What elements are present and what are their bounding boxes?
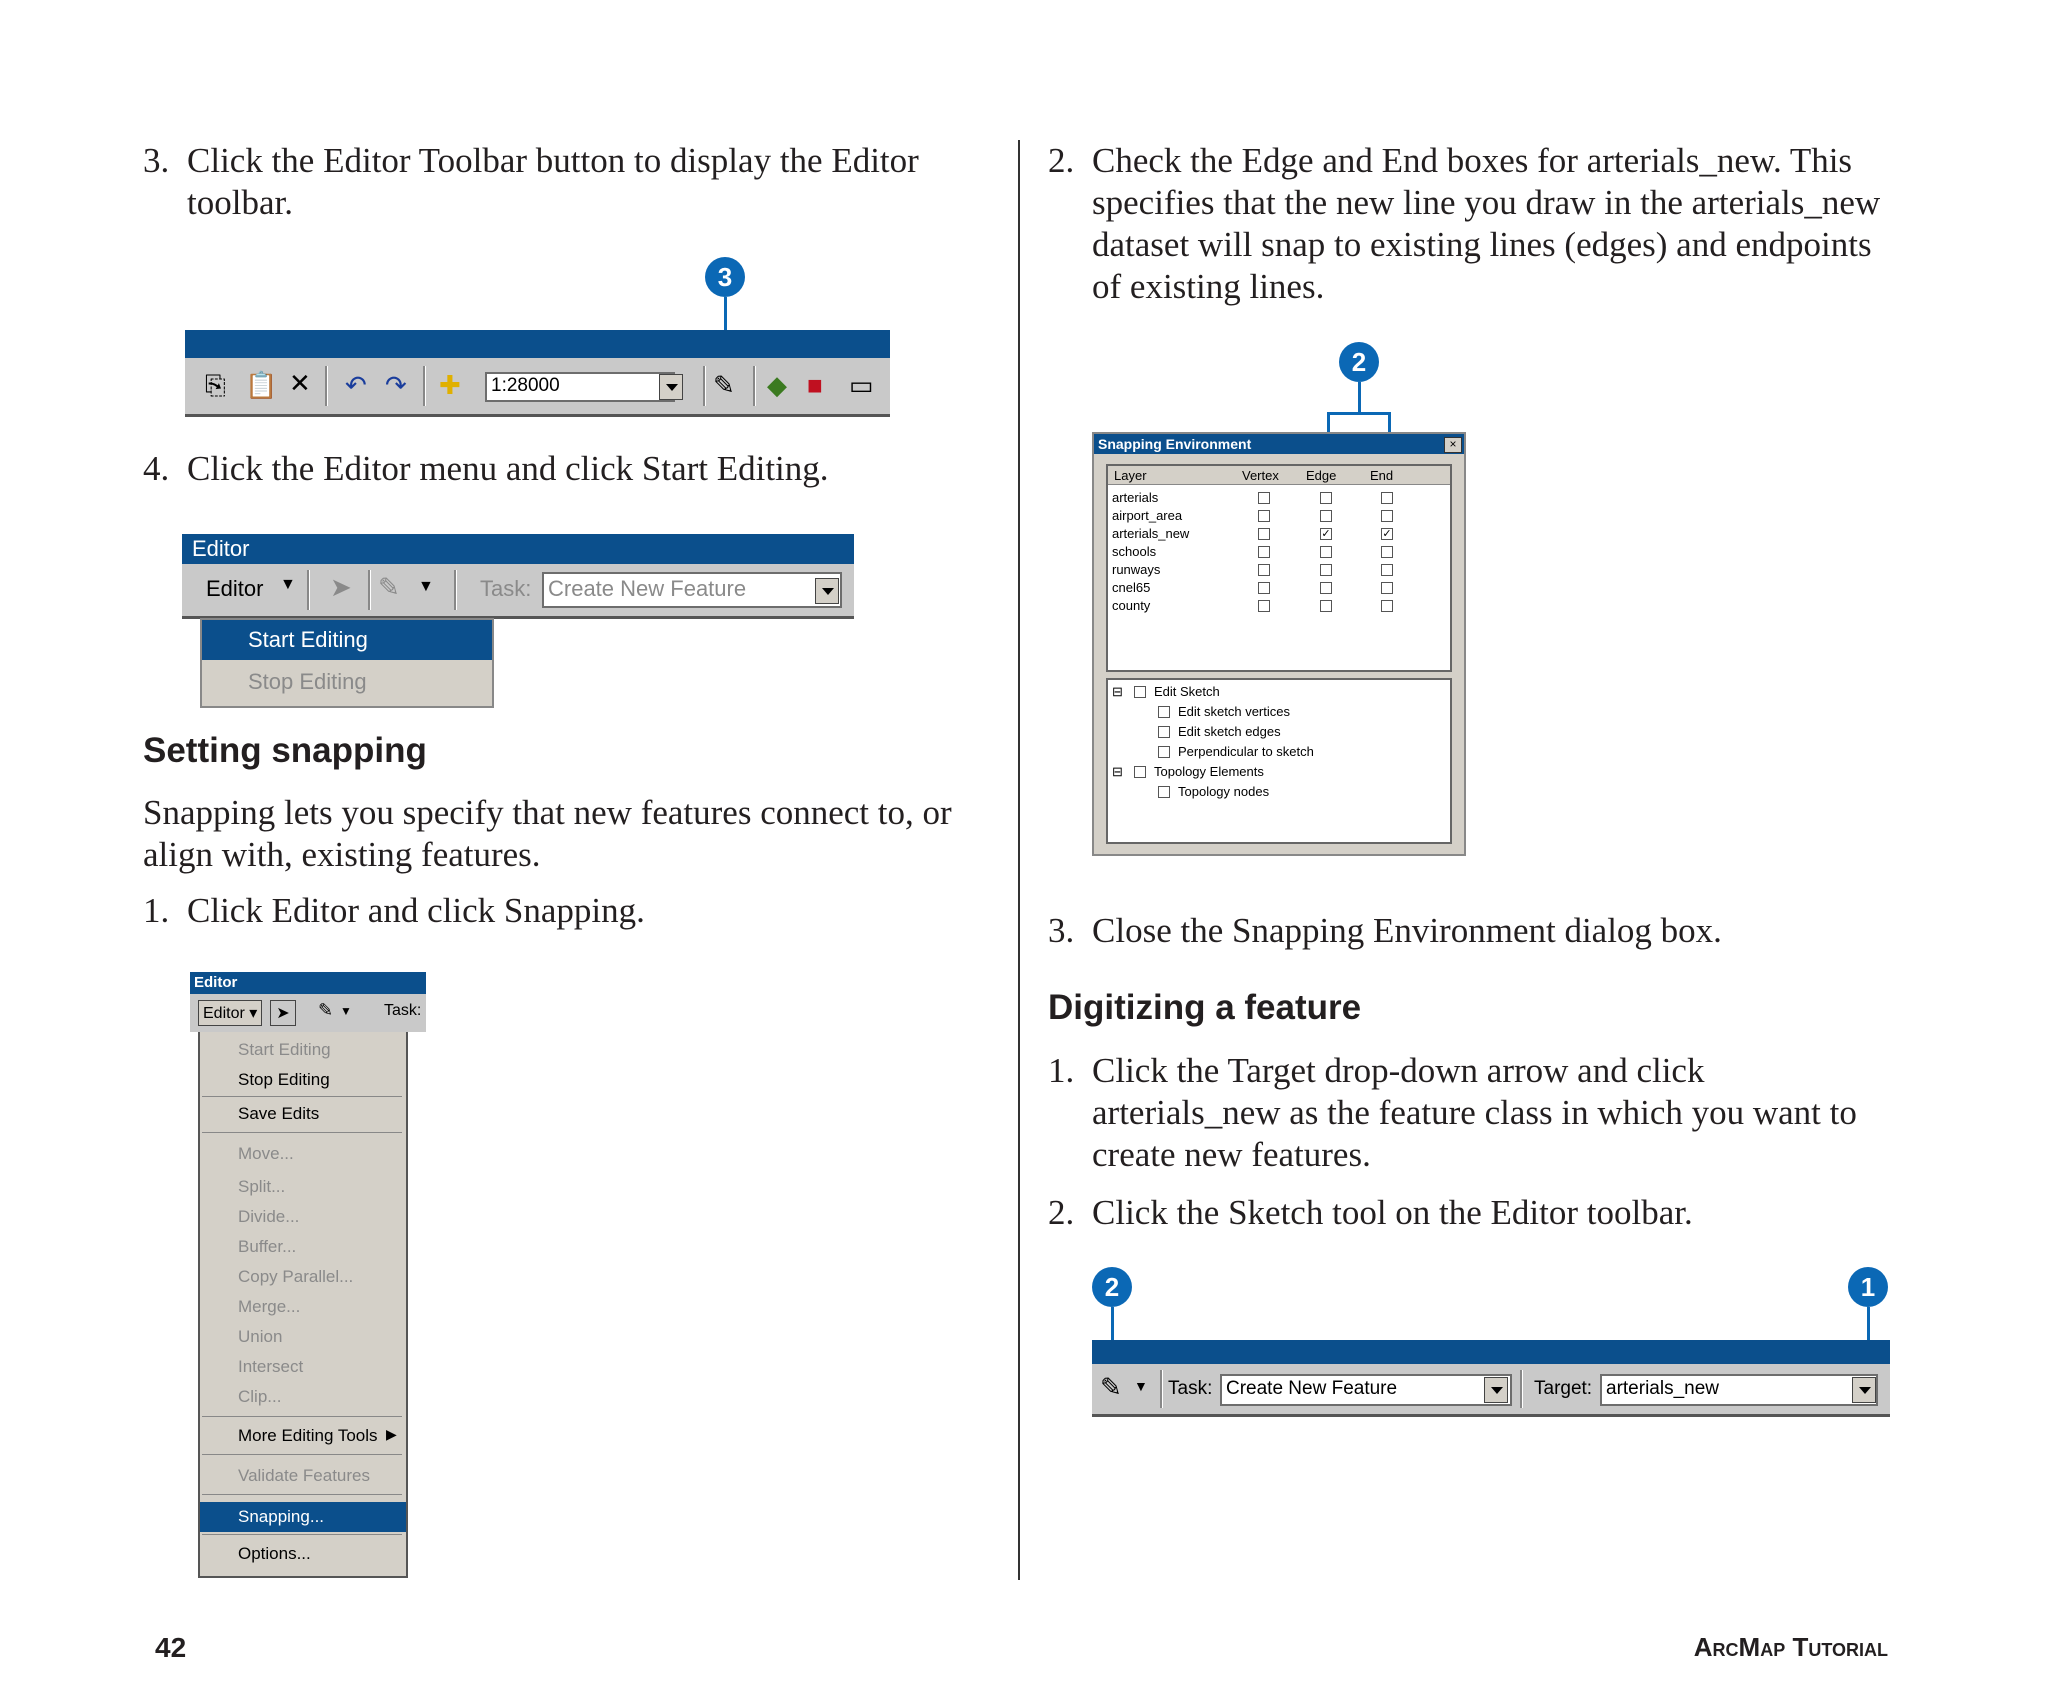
sketch-tool-icon[interactable]: ✎ (318, 1000, 334, 1020)
sketch-arrow-icon[interactable]: ▼ (1134, 1378, 1148, 1394)
layer-county: county (1112, 598, 1151, 613)
target-dropdown-icon[interactable] (1852, 1377, 1876, 1403)
callout-2-sketch: 2 (1092, 1267, 1132, 1307)
task-dropdown-icon[interactable] (815, 578, 839, 604)
end-checkbox-checked[interactable]: ✓ (1382, 528, 1392, 540)
target-label: Target: (1534, 1378, 1593, 1399)
tree-topology-nodes: Topology nodes (1178, 784, 1270, 799)
menu-intersect[interactable]: Intersect (238, 1357, 304, 1376)
footer-brand: ArcMap Tutorial (1693, 1632, 1888, 1662)
layer-cnel65: cnel65 (1112, 580, 1151, 595)
edge-checkbox[interactable] (1320, 582, 1332, 594)
tree-edit-sketch-vertices: Edit sketch vertices (1178, 704, 1290, 719)
vertex-checkbox[interactable] (1258, 492, 1270, 504)
add-data-icon[interactable]: ✚ (439, 370, 461, 400)
editor-toolbar-target (1092, 1340, 1890, 1418)
editor-menu[interactable]: Editor (206, 576, 264, 601)
menu-split[interactable]: Split... (238, 1177, 286, 1196)
menu-stop-editing[interactable]: Stop Editing (248, 669, 367, 694)
vertex-checkbox[interactable] (1258, 546, 1270, 558)
end-checkbox[interactable] (1381, 546, 1393, 558)
snap-tree (1106, 678, 1452, 844)
layer-schools: schools (1112, 544, 1157, 559)
heading-digitizing-feature: Digitizing a feature (1048, 988, 1362, 1027)
layer-arterials-new: arterials_new (1112, 526, 1190, 541)
edge-checkbox[interactable] (1320, 492, 1332, 504)
end-checkbox[interactable] (1381, 492, 1393, 504)
menu-buffer[interactable]: Buffer... (238, 1237, 297, 1256)
undo-icon[interactable]: ↶ (345, 370, 367, 400)
end-checkbox[interactable] (1381, 600, 1393, 612)
snapping-paragraph: Snapping lets you specify that new features connect to, or align with, existing features. (143, 793, 952, 874)
expand-icon[interactable]: ⊟ (1112, 764, 1123, 779)
editor-menu-button[interactable]: Editor ▾ (198, 1000, 262, 1026)
submenu-arrow-icon: ▶ (386, 1426, 397, 1442)
sketch-arrow-icon[interactable]: ▼ (340, 1004, 352, 1018)
menu-clip[interactable]: Clip... (238, 1387, 282, 1406)
menu-divide[interactable]: Divide... (238, 1207, 300, 1226)
vertex-checkbox[interactable] (1258, 528, 1270, 540)
end-checkbox[interactable] (1381, 582, 1393, 594)
layer-list: Layer Vertex Edge End arterials airport_area arterials_new schools runways cnel65 county ✓ ✓ (1106, 464, 1452, 672)
column-divider (1018, 140, 1020, 1580)
edge-checkbox[interactable] (1320, 600, 1332, 612)
editor-titlebar: Editor (182, 534, 854, 564)
sketch-tool-icon[interactable]: ✎ (378, 572, 400, 602)
menu-copy-parallel[interactable]: Copy Parallel... (238, 1267, 354, 1286)
edit-tool-icon[interactable]: ➤ (330, 572, 352, 602)
menu-union[interactable]: Union (238, 1327, 283, 1346)
callout-1-target: 1 (1848, 1267, 1888, 1307)
dialog-title: Snapping Environment (1094, 434, 1464, 454)
editor-toolbar-icon[interactable]: ✎ (713, 370, 735, 400)
tree-topology-elements: Topology Elements (1154, 764, 1264, 779)
menu-merge[interactable]: Merge... (238, 1297, 301, 1316)
menu-start-editing[interactable]: Start Editing (238, 1040, 331, 1059)
task-field[interactable]: Create New Feature (542, 572, 842, 608)
tree-edit-sketch-edges: Edit sketch edges (1178, 724, 1281, 739)
sketch-arrow-icon[interactable]: ▼ (418, 578, 434, 595)
menu-save-edits[interactable]: Save Edits (238, 1104, 320, 1123)
redo-icon[interactable]: ↷ (385, 370, 407, 400)
edge-checkbox[interactable] (1320, 546, 1332, 558)
layer-airport-area: airport_area (1112, 508, 1183, 523)
tree-perpendicular: Perpendicular to sketch (1178, 744, 1314, 759)
paste-icon[interactable]: 📋 (245, 370, 278, 400)
scale-dropdown-icon[interactable] (659, 374, 683, 400)
editor-dropdown (198, 1032, 408, 1578)
tree-edit-sketch: Edit Sketch (1154, 684, 1220, 699)
menu-stop-editing[interactable]: Stop Editing (238, 1070, 330, 1089)
close-button[interactable]: × (1444, 437, 1462, 453)
heading-setting-snapping: Setting snapping (143, 731, 427, 770)
callout-3: 3 (705, 257, 745, 297)
editor-menu-snapping: Editor Editor ▾ ➤ ✎ ▼ Task: Start Editing Stop Editing Save Edits Move... Split... Divide... Buffer... Copy Parallel... Merge... Union Intersect Clip... More Editing Tools ▶ Validate Features Snapping... Options... (190, 972, 426, 1578)
menu-snapping[interactable]: Snapping... (200, 1502, 406, 1532)
command-line-icon[interactable]: ▭ (849, 370, 874, 400)
delete-icon[interactable]: ✕ (289, 368, 311, 398)
map-scale-field[interactable]: 1:28000 (485, 372, 675, 402)
menu-validate-features[interactable]: Validate Features (238, 1466, 370, 1485)
editor-dropdown-menu (200, 618, 494, 708)
page-number: 42 (155, 1632, 187, 1663)
task-field[interactable]: Create New Feature (1220, 1374, 1512, 1406)
layer-runways: runways (1112, 562, 1161, 577)
task-label: Task: (1168, 1378, 1213, 1399)
arctoolbox-icon[interactable]: ■ (807, 370, 823, 400)
editor-toolbar-start (182, 534, 854, 704)
menu-options[interactable]: Options... (238, 1544, 311, 1563)
arccatalog-icon[interactable]: ◆ (767, 370, 787, 400)
menu-move[interactable]: Move... (238, 1144, 294, 1163)
standard-toolbar (185, 330, 890, 418)
end-checkbox[interactable] (1381, 510, 1393, 522)
edge-checkbox[interactable] (1320, 564, 1332, 576)
target-field[interactable]: arterials_new (1600, 1374, 1878, 1406)
edge-checkbox[interactable] (1320, 510, 1332, 522)
edge-checkbox-checked[interactable]: ✓ (1321, 528, 1331, 540)
layer-arterials: arterials (1112, 490, 1159, 505)
task-dropdown-icon[interactable] (1484, 1377, 1508, 1403)
copy-icon[interactable]: ⎘ (205, 370, 226, 400)
vertex-checkbox[interactable] (1258, 600, 1270, 612)
snapping-environment-dialog (1092, 432, 1466, 856)
expand-icon[interactable]: ⊟ (1112, 684, 1123, 699)
vertex-checkbox[interactable] (1258, 564, 1270, 576)
editor-menu-arrow-icon[interactable]: ▼ (280, 576, 296, 593)
vertex-checkbox[interactable] (1258, 510, 1270, 522)
task-label: Task: (480, 576, 532, 601)
sketch-tool-icon[interactable]: ✎ (1100, 1372, 1122, 1402)
callout-2: 2 (1339, 342, 1379, 382)
menu-start-editing[interactable]: Start Editing (202, 620, 492, 660)
end-checkbox[interactable] (1381, 564, 1393, 576)
vertex-checkbox[interactable] (1258, 582, 1270, 594)
task-label: Task: (384, 1002, 422, 1019)
menu-more-editing-tools[interactable]: More Editing Tools (238, 1426, 378, 1445)
edit-tool-icon[interactable]: ➤ (270, 1000, 296, 1026)
